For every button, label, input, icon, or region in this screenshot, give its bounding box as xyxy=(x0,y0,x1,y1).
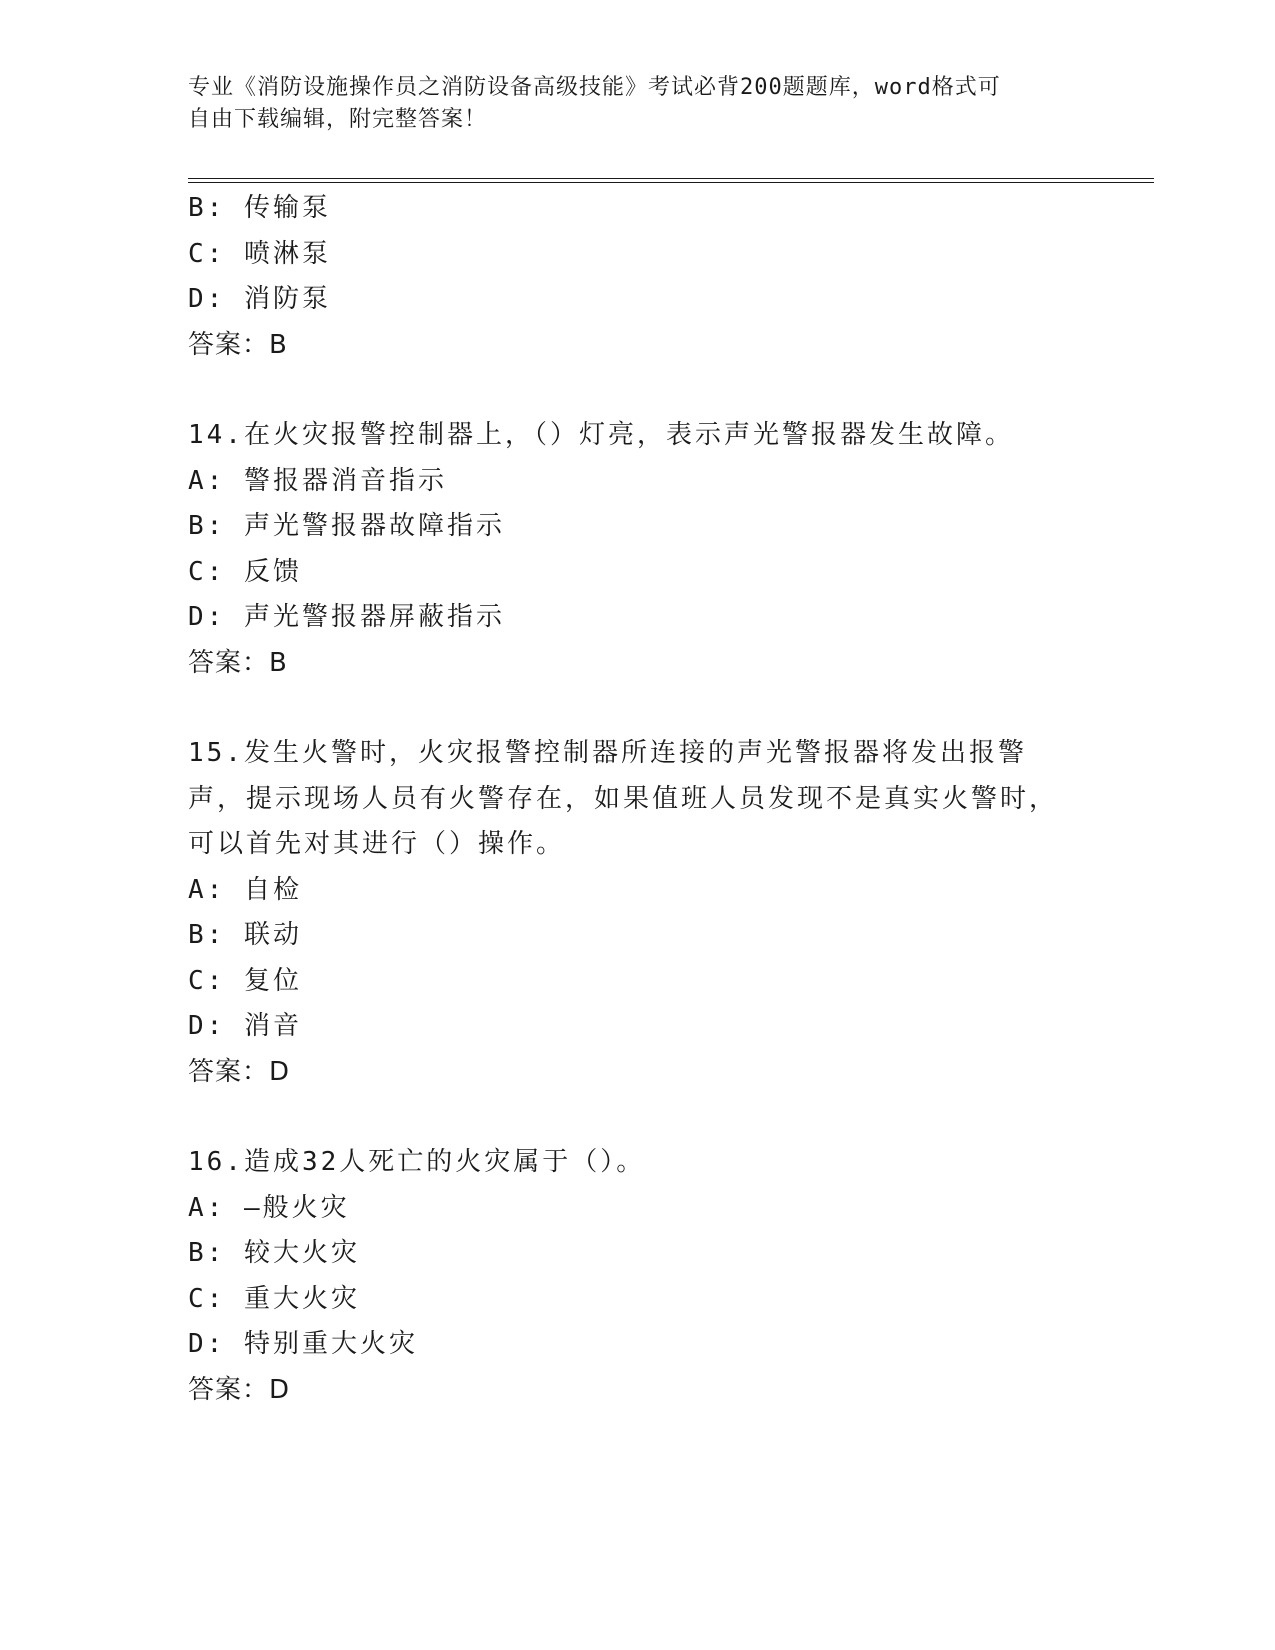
answer-line: 答案：D xyxy=(188,1374,291,1405)
option-b: B: 联动 xyxy=(188,920,302,950)
option-b: B: 传输泵 xyxy=(188,193,331,223)
header-title-line-2: 自由下载编辑，附完整答案！ xyxy=(188,107,488,132)
answer-line: 答案：B xyxy=(188,329,288,360)
question-13-continued xyxy=(188,186,1088,368)
answer-line: 答案：B xyxy=(188,647,288,678)
question-stem: 15.发生火警时，火灾报警控制器所连接的声光警报器将发出报警声，提示现场人员有火警存在，如果值班人员发现不是真实火警时，可以首先对其进行（）操作。 xyxy=(188,738,1059,859)
question-16 xyxy=(188,1140,1088,1413)
option-a: A: 警报器消音指示 xyxy=(188,465,447,496)
option-d: D: 消音 xyxy=(188,1011,302,1041)
option-d: D: 声光警报器屏蔽指示 xyxy=(188,602,505,632)
page-header xyxy=(188,72,1068,136)
header-title-line-1: 专业《消防设施操作员之消防设备高级技能》考试必背200题题库，word格式可 xyxy=(188,75,1001,100)
answer-line: 答案：D xyxy=(188,1056,291,1087)
question-15 xyxy=(188,731,1088,1095)
option-c: C: 反馈 xyxy=(188,556,302,587)
option-c: C: 复位 xyxy=(188,965,302,996)
option-c: C: 喷淋泵 xyxy=(188,238,331,269)
option-d: D: 消防泵 xyxy=(188,284,331,314)
spacer xyxy=(188,1095,1088,1140)
option-b: B: 较大火灾 xyxy=(188,1238,360,1268)
question-stem: 16.造成32人死亡的火灾属于（）。 xyxy=(188,1147,646,1177)
question-stem: 14.在火灾报警控制器上，（）灯亮，表示声光警报器发生故障。 xyxy=(188,420,1014,450)
option-a: A: 自检 xyxy=(188,874,302,905)
header-divider xyxy=(188,178,1154,183)
question-list xyxy=(188,186,1088,1413)
option-b: B: 声光警报器故障指示 xyxy=(188,511,505,541)
option-d: D: 特别重大火灾 xyxy=(188,1329,418,1359)
spacer xyxy=(188,686,1088,731)
option-c: C: 重大火灾 xyxy=(188,1283,360,1314)
question-14 xyxy=(188,413,1088,686)
option-a: A: —般火灾 xyxy=(188,1192,350,1223)
spacer xyxy=(188,368,1088,413)
